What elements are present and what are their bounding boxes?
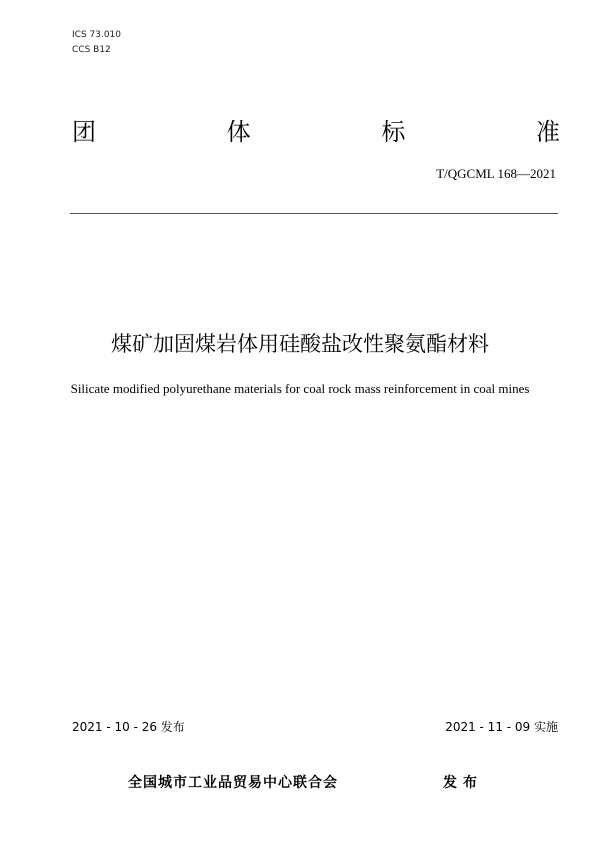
heading-char: 体	[226, 118, 251, 146]
publish-date: 2021 - 10 - 26 发布	[72, 720, 185, 734]
ics-code: ICS 73.010	[72, 30, 122, 40]
standard-code: T/QGCML 168—2021	[436, 166, 556, 181]
divider	[70, 213, 558, 214]
standard-type-heading	[72, 112, 560, 147]
title-english: Silicate modified polyurethane materials for coal rock mass reinforcement in coal mines	[70, 381, 530, 396]
title-chinese: 煤矿加固煤岩体用硅酸盐改性聚氨酯材料	[111, 332, 489, 356]
publisher: 全国城市工业品贸易中心联合会	[128, 775, 338, 791]
implement-date: 2021 - 11 - 09 实施	[445, 720, 558, 734]
heading-char: 团	[72, 118, 96, 146]
ccs-code: CCS B12	[72, 45, 111, 55]
heading-char: 标	[381, 118, 406, 146]
publish-label: 发布	[443, 775, 483, 791]
heading-char: 准	[535, 118, 560, 146]
